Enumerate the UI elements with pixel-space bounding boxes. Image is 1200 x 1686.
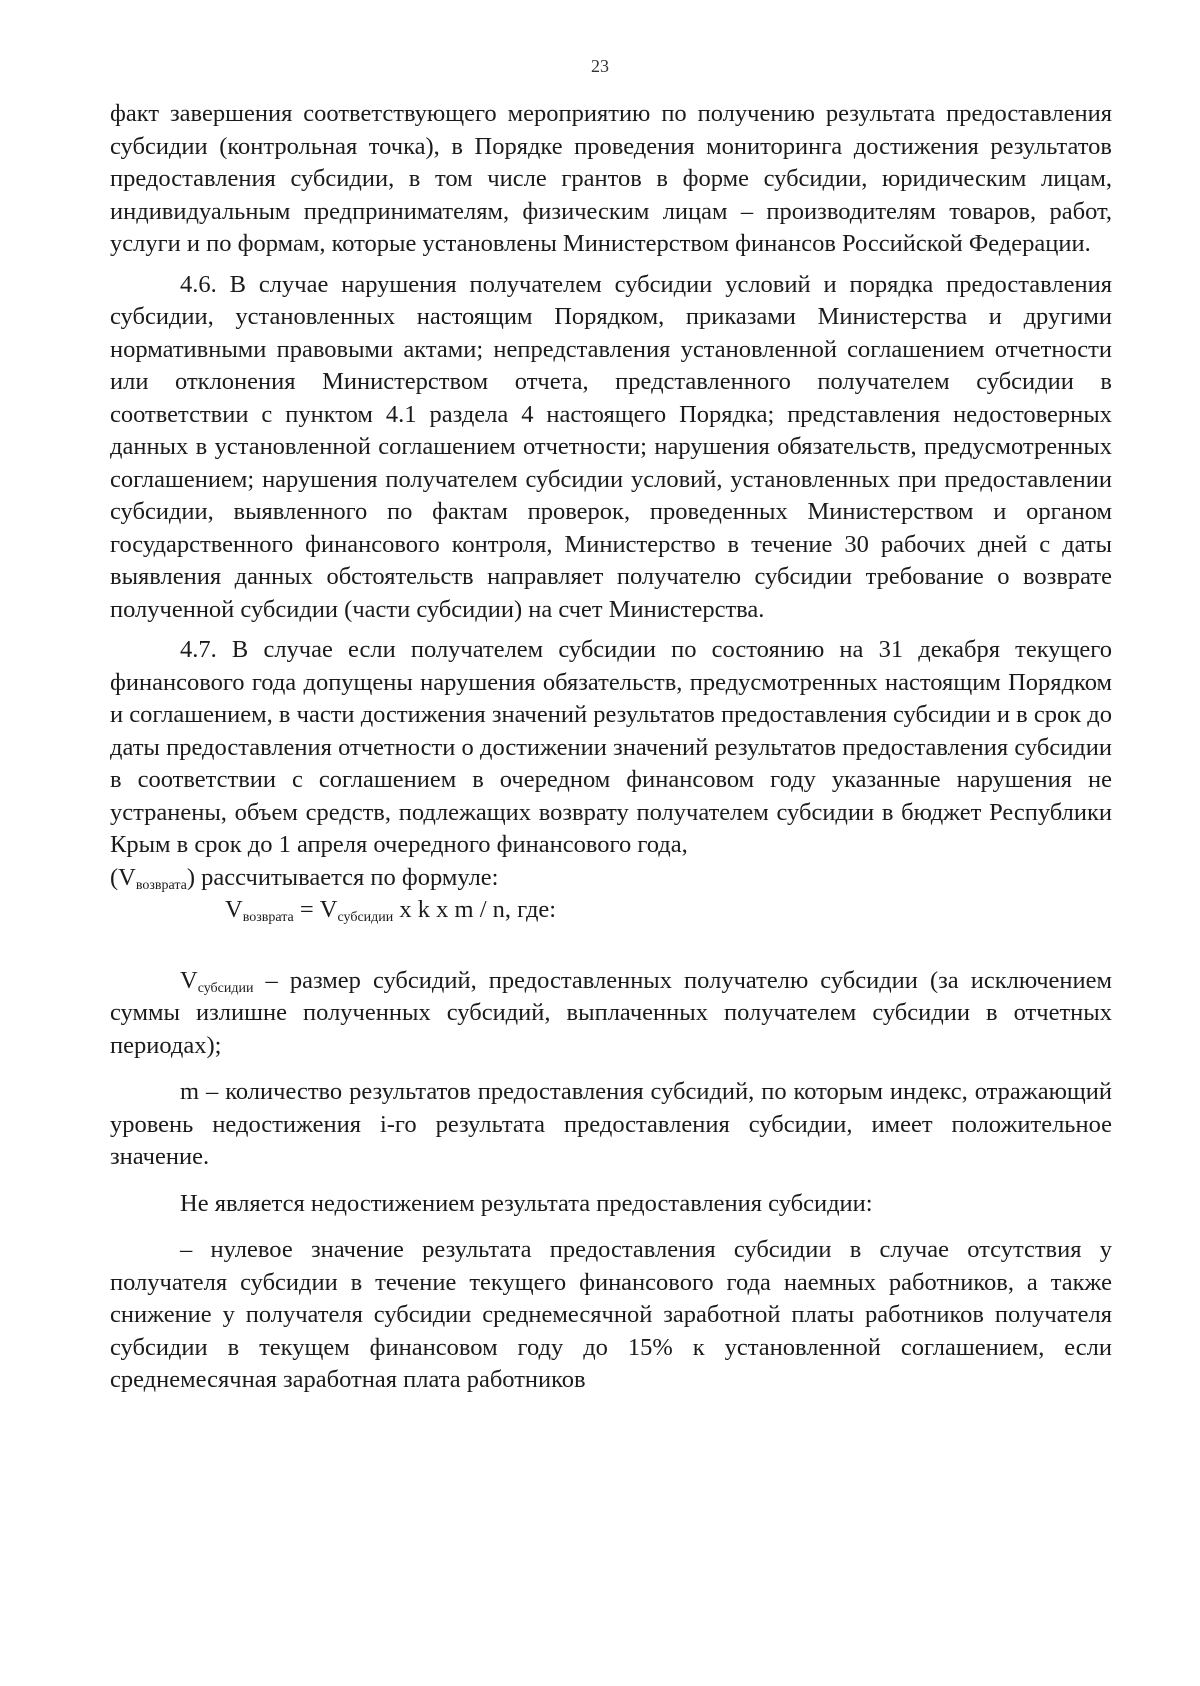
paragraph-4-6: 4.6. В случае нарушения получателем субсидии условий и порядка предоставления субсидии, установленных настоящим Порядком, приказами Министерства и другими нормативными правовыми актами; непредставления установленной соглашением отчетности или отклонения Министерством отчета, представленного получателем субсидии в соответствии с пунктом 4.1 раздела 4 настоящего Порядка; представления недостоверных данных в установленной соглашением отчетности; нарушения обязательств, предусмотренных соглашением; нарушения получателем субсидии условий, установленных при предоставлении субсидии, выявленного по фактам проверок, проведенных Министерством и органом государственного финансового контроля, Министерство в течение 30 рабочих дней с даты выявления данных обстоятельств направляет получателю субсидии требование о возврате полученной субсидии (части субсидии) на счет Министерства.	[110, 270, 1112, 623]
formula-lhs-subscript: возврата	[242, 910, 294, 925]
formula-equals: = V	[293, 896, 338, 923]
not-failure-heading: Не является недостижением результата предоставления субсидии:	[180, 1189, 873, 1217]
formula-intro-line	[110, 862, 1112, 895]
formula-intro-open: (V	[110, 863, 136, 891]
bullet-zero-result: – нулевое значение результата предоставления субсидии в случае отсутствия у получателя субсидии в течение текущего финансового года наемных работников, а также снижение у получателя субсидии среднемесячной заработной платы работников получателя субсидии в текущем финансовом году до 15% к установленной соглашением, если среднемесячная заработная плата работников	[110, 1236, 1112, 1393]
paragraph-4-7: 4.7. В случае если получателем субсидии по состоянию на 31 декабря текущего финансового года допущены нарушения обязательств, предусмотренных настоящим Порядком и соглашением, в части достижения значений результатов предоставления субсидии и в срок до даты предоставления отчетности о достижении значений результатов предоставления субсидии в соответствии с соглашением в очередном финансовом году указанные нарушения не устранены, объем средств, подлежащих возврату получателем субсидии в бюджет Республики Крым в срок до 1 апреля очередного финансового года,	[110, 636, 1112, 858]
document-body	[110, 98, 1112, 1397]
formula-spacer	[110, 927, 1112, 965]
formula-intro-rest: ) рассчитывается по формуле:	[186, 863, 499, 891]
paragraph-intro-continuation: факт завершения соответствующего мероприятию по получению результата предоставления субсидии (контрольная точка), в Порядке проведения мониторинга достижения результатов предоставления субсидии, в том числе грантов в форме субсидии, юридическим лицам, индивидуальным предпринимателям, физическим лицам – производителям товаров, работ, услуги и по формам, которые установлены Министерством финансов Российской Федерации.	[110, 100, 1112, 257]
formula-rhs-subscript: субсидии	[337, 910, 394, 925]
return-formula	[110, 894, 1112, 927]
formula-rest: x k x m / n, где:	[393, 896, 557, 923]
definition-v-text: – размер субсидий, предоставленных получателю субсидии (за исключением суммы излишне полученных субсидий, выплаченных получателем субсидии в отчетных периодах);	[110, 966, 1112, 1059]
page-number: 23	[591, 56, 609, 76]
definition-v-subscript: субсидии	[197, 980, 254, 996]
definition-v-subsidy	[110, 965, 1112, 1063]
definition-m: m – количество результатов предоставления субсидий, по которым индекс, отражающий уровень недостижения i-го результата предоставления субсидии, имеет положительное значение.	[110, 1078, 1112, 1170]
formula-lhs-symbol: V	[225, 896, 243, 923]
formula-intro-subscript: возврата	[135, 877, 187, 893]
definition-v-symbol: V	[180, 966, 198, 994]
